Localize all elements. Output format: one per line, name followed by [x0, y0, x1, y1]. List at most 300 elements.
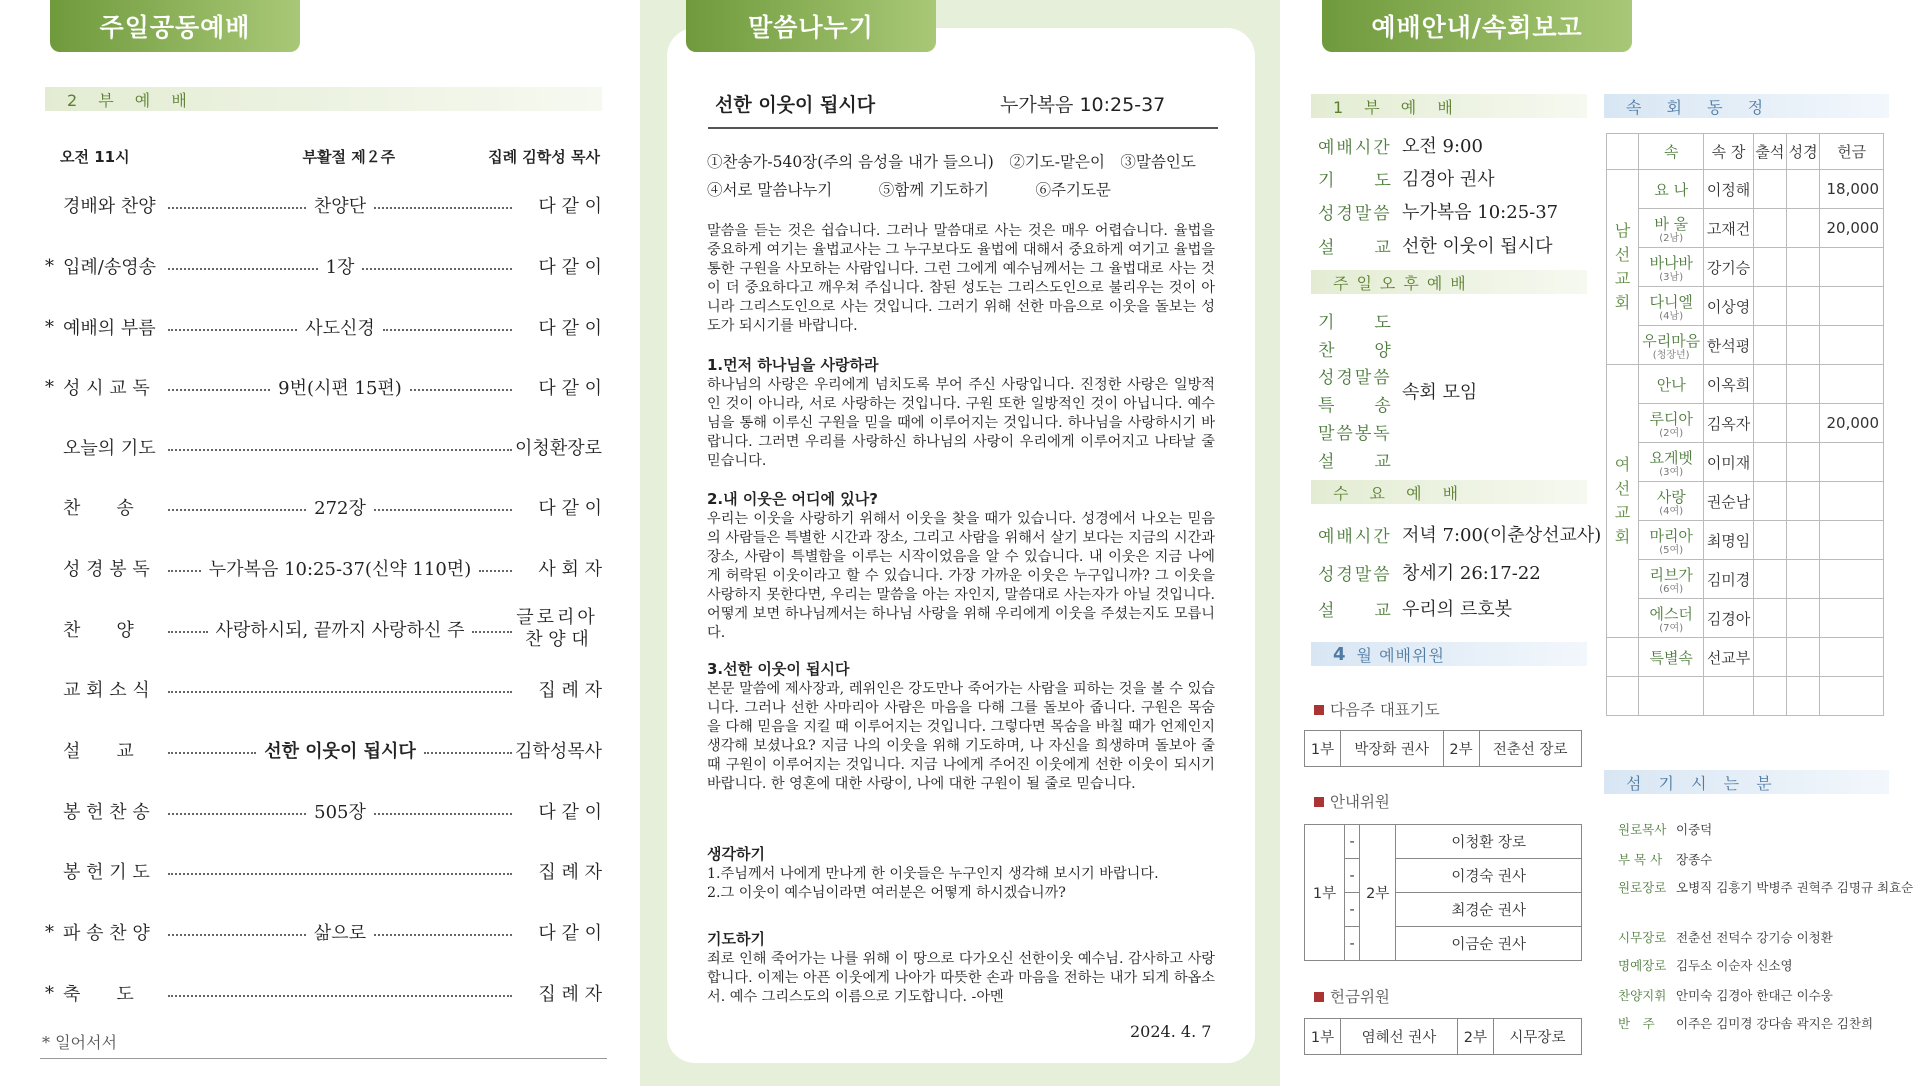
worship-item-label: 찬 송 [63, 498, 134, 519]
worship-item-performer: 다 같 이 [538, 802, 602, 823]
prayer-person-2: 전춘선 장로 [1479, 731, 1582, 767]
point-2-title: 2.내 이웃은 어디에 있나? [707, 490, 878, 508]
blank-cell [1607, 677, 1639, 716]
server-role: 시무장로 [1618, 930, 1667, 945]
empty-row [1607, 677, 1884, 716]
worship-item-detail: 1장 [325, 257, 355, 278]
prayer-part-2: 2부 [1443, 731, 1479, 767]
point-3 [707, 660, 1215, 794]
server-names: 김두소 이순자 신소영 [1676, 958, 1793, 973]
worship-item-performer: 집 례 자 [538, 984, 602, 1005]
cell-offering [1820, 326, 1884, 365]
prayer-text: 죄로 인해 죽어가는 나를 위해 이 땅으로 다가오신 선한이웃 예수님. 감사하고 사랑합니다. 이제는 아픈 이웃에게 나아가 따뜻한 손과 마음을 전하는 내가 되게 하옵소서. 예수 그리스도의 이름으로 기도합니다. -아멘 [707, 951, 1215, 1005]
cell-report-row [1607, 170, 1884, 209]
worship-item-leader-line [168, 374, 512, 400]
worship-item-label: 파 송 찬 양 [63, 923, 150, 944]
server-names: 전춘선 전덕수 강기승 이청환 [1676, 930, 1833, 945]
blank-cell [1639, 677, 1704, 716]
offering-heading: 헌금위원 [1314, 985, 1390, 1007]
worship-item-row [45, 856, 602, 886]
special-cell-row [1607, 638, 1884, 677]
special-cell-leader: 선교부 [1704, 638, 1753, 677]
cell-leader: 김미경 [1704, 560, 1753, 599]
cell-bible [1786, 287, 1819, 326]
server-names: 오병직 김흥기 박병주 권혁주 김명규 최효순 [1676, 880, 1914, 895]
cell-bible [1786, 404, 1819, 443]
cell-name-text: 바나바 [1649, 253, 1693, 272]
first-service-label: 기 도 [1318, 171, 1393, 191]
cell-name-sub: (5여) [1659, 544, 1684, 556]
worship-item-leader-line [168, 253, 512, 279]
dotted-leader [168, 691, 512, 693]
performer-line-2: 찬 양 대 [525, 629, 589, 650]
cell-leader: 이옥희 [1704, 365, 1753, 404]
wednesday-service-value: 창세기 26:17-22 [1402, 563, 1541, 584]
study-order-line-2: ④서로 말씀나누기 ⑤함께 기도하기 ⑥주기도문 [707, 181, 1111, 199]
dotted-leader [410, 389, 512, 391]
cell-name-sub: (청장년) [1652, 349, 1690, 361]
cell-name-text: 바 울 [1654, 214, 1689, 233]
cell-name-sub: (3남) [1659, 271, 1684, 283]
wednesday-service-value: 저녁 7:00(이춘상선교사) [1402, 525, 1602, 546]
cell-name-sub: (3여) [1659, 466, 1684, 478]
point-3-text: 본문 말씀에 제사장과, 레위인은 강도만나 죽어가는 사람을 피하는 것을 볼 수 있습니다. 그러나 선한 사마리아 사람은 마음을 다해 그를 돌보아 줍니다. 구원은 목숨을 다해 믿음을 지킬 때 이루어지는 것입니다. 그렇다면 목숨을 바칠 때가 언제인지 생각해 보셨나요? 지금 나의 이웃을 위해 기도하며, 나 자신을 희생하며 돌보아 줄 때 구원이 이루어지는 것입니다. 지금 나에게 주어진 이웃에게 선한 이웃이 되시기 바랍니다. 한 영혼에 대한 사랑이, 나에 대한 구원이 될 줄로 믿습니다. [707, 681, 1215, 792]
cell-name [1639, 287, 1704, 326]
worship-item-performer: 다 같 이 [538, 257, 602, 278]
dotted-leader [472, 631, 512, 633]
worship-item-leader-line [168, 919, 512, 945]
worship-item-detail: 505장 [314, 802, 366, 823]
offering-table [1304, 1018, 1582, 1055]
worship-item-label: 축 도 [63, 984, 134, 1005]
offering-person-2: 시무장로 [1493, 1019, 1581, 1055]
monthly-volunteers-label: 월 예배위원 [1356, 645, 1445, 665]
worship-item-detail: 9번(시편 15편) [278, 378, 402, 399]
cell-name-sub: (4남) [1659, 310, 1684, 322]
usher-right-1: 이청환 장로 [1396, 825, 1582, 859]
wednesday-service-label: 예배시간 [1318, 527, 1392, 547]
server-names: 이중덕 [1676, 822, 1713, 837]
blank-cell [1820, 638, 1884, 677]
cell-attendance [1753, 599, 1786, 638]
blank-cell [1753, 638, 1786, 677]
standing-marker: * [45, 316, 54, 338]
cell-bible [1786, 482, 1819, 521]
server-row [1618, 850, 1916, 870]
first-service-label: 설 교 [1318, 238, 1393, 258]
dotted-leader [168, 329, 297, 331]
sermon-intro: 말씀을 듣는 것은 쉽습니다. 그러나 말씀대로 사는 것은 매우 어렵습니다. 율법을 중요하게 여기는 율법교사는 그 누구보다도 율법에 대해서 중요하게 여기고 율법을 통한 구원을 사모하는 사람입니다. 그런 그에게 예수님께서는 그 율법대로 사는 것이 더 중요하다고 깨우쳐 주십니다. 참된 성도는 그리스도인으로 불리우는 것이 아니라 그리스도인으로 사는 것입니다. 그러기 위해 선한 마음으로 이웃을 돌보는 성도가 되시기를 바랍니다. [707, 223, 1215, 334]
cell-report-row [1607, 248, 1884, 287]
cell-bible [1786, 443, 1819, 482]
first-service-value: 오전 9:00 [1402, 136, 1483, 157]
server-role: 원로목사 [1618, 822, 1667, 837]
worship-item-row [45, 432, 602, 462]
cell-name-text: 요 나 [1654, 180, 1689, 199]
next-prayer-table [1304, 730, 1582, 767]
cell-name-text: 사랑 [1656, 487, 1686, 506]
dotted-leader [168, 268, 318, 270]
cell-attendance [1753, 443, 1786, 482]
dotted-leader [168, 207, 306, 209]
worship-item-row [45, 978, 602, 1008]
cell-attendance [1753, 209, 1786, 248]
cell-bible [1786, 365, 1819, 404]
cell-attendance [1753, 287, 1786, 326]
standing-marker: * [45, 376, 54, 398]
report-col-bible: 성경 [1786, 134, 1819, 170]
point-1-text: 하나님의 사랑은 우리에게 넘치도록 부어 주신 사랑입니다. 진정한 사랑은 일방적인 것이 아니라, 서로 사랑하는 것입니다. 구원 또한 일방적인 것이 아닙니다. 예수님을 통해 이루신 구원을 믿을 때에 이루어지는 것입니다. 하나님을 사랑하시기 바랍니다. 그러면 우리를 사랑하신 하나님의 사랑이 우리에게 이루어지고 나타날 줄 믿습니다. [707, 377, 1215, 469]
first-service-label: 성경말씀 [1318, 204, 1392, 224]
offering-part-1: 1부 [1305, 1019, 1341, 1055]
dotted-leader [168, 509, 306, 511]
dotted-leader [168, 813, 306, 815]
cell-bible [1786, 209, 1819, 248]
worship-item-performer: 다 같 이 [538, 318, 602, 339]
cell-name-text: 에스더 [1649, 604, 1693, 623]
usher-left-3: - [1345, 893, 1360, 927]
worship-item-row [45, 607, 602, 650]
offering-person-1: 염혜선 권사 [1341, 1019, 1458, 1055]
bible-study-banner: 말씀나누기 [686, 0, 936, 52]
reflection-question-1: 1.주님께서 나에게 만나게 한 이웃들은 누구인지 생각해 보시기 바랍니다. [707, 866, 1159, 882]
report-col-blank [1607, 134, 1639, 170]
study-order-line-1: ①찬송가-540장(주의 음성을 내가 들으니) ②기도-맡은이 ③말씀인도 [707, 153, 1196, 171]
blank-cell [1786, 638, 1819, 677]
worship-banner: 주일공동예배 [50, 0, 300, 52]
cell-report-row [1607, 599, 1884, 638]
worship-item-performer: 이청환장로 [515, 438, 602, 459]
worship-item-detail: 사도신경 [305, 318, 375, 339]
cell-name-text: 루디아 [1649, 409, 1693, 428]
worship-item-leader-line [168, 685, 512, 693]
wednesday-service-header: 수 요 예 배 [1311, 480, 1587, 504]
cell-bible [1786, 521, 1819, 560]
cell-attendance [1753, 560, 1786, 599]
worship-item-row [45, 553, 602, 583]
report-col-leader: 속 장 [1704, 134, 1753, 170]
worship-item-performer: 집 례 자 [538, 680, 602, 701]
worship-item-leader-line [168, 443, 512, 451]
cell-name-text: 안나 [1656, 375, 1686, 394]
dotted-leader [168, 995, 512, 997]
cell-offering [1820, 287, 1884, 326]
cell-report-row [1607, 560, 1884, 599]
blank-cell [1786, 677, 1819, 716]
dotted-leader [168, 631, 208, 633]
service-time: 오전 11시 [60, 148, 130, 166]
worship-item-leader-line [168, 616, 512, 642]
afternoon-service-label: 설 교 [1318, 452, 1393, 472]
report-col-offering: 헌금 [1820, 134, 1884, 170]
ushers-table [1304, 824, 1582, 961]
cell-bible [1786, 560, 1819, 599]
server-role: 찬양지휘 [1618, 988, 1667, 1003]
wednesday-service-label: 설 교 [1318, 601, 1393, 621]
cell-name [1639, 599, 1704, 638]
server-row [1618, 1014, 1916, 1034]
standing-footnote: * 일어서서 [42, 1033, 117, 1052]
worship-item-performer: 다 같 이 [538, 378, 602, 399]
cell-leader: 한석평 [1704, 326, 1753, 365]
womens-mission-label: 여 선 교 회 [1607, 365, 1639, 638]
cell-attendance [1753, 404, 1786, 443]
dotted-leader [374, 509, 512, 511]
worship-item-performer: 다 같 이 [538, 196, 602, 217]
cell-bible [1786, 170, 1819, 209]
worship-item-row [45, 251, 602, 281]
worship-item-label: 교 회 소 식 [63, 680, 150, 701]
blank-cell [1753, 677, 1786, 716]
server-row [1618, 928, 1916, 948]
dotted-leader [424, 752, 512, 754]
worship-item-detail: 사랑하시되, 끝까지 사랑하신 주 [215, 620, 465, 641]
cell-leader: 김옥자 [1704, 404, 1753, 443]
cell-name [1639, 521, 1704, 560]
worship-item-label: 경배와 찬양 [63, 196, 156, 217]
worship-item-label: 예배의 부름 [63, 318, 156, 339]
cell-report-row [1607, 326, 1884, 365]
cell-name [1639, 365, 1704, 404]
cell-offering [1820, 443, 1884, 482]
afternoon-service-header: 주일오후예배 [1311, 270, 1587, 294]
worship-item-leader-line [168, 989, 512, 997]
worship-item-leader-line [168, 494, 512, 520]
cell-report-row [1607, 482, 1884, 521]
sermon-scripture: 누가복음 10:25-37 [1000, 94, 1166, 116]
dotted-leader [479, 570, 512, 572]
worship-item-detail: 찬양단 [313, 196, 367, 217]
cell-report-row [1607, 443, 1884, 482]
afternoon-service-label: 말씀봉독 [1318, 424, 1392, 444]
point-3-title: 3.선한 이웃이 됩시다 [707, 660, 850, 678]
cell-report-row [1607, 521, 1884, 560]
worship-item-leader-line [168, 737, 512, 763]
ushers-part-1: 1부 [1305, 825, 1345, 961]
cell-leader: 이상영 [1704, 287, 1753, 326]
cell-offering [1820, 248, 1884, 287]
worship-item-label: 성 시 교 독 [63, 378, 150, 399]
cell-attendance [1753, 482, 1786, 521]
cell-name-text: 마리아 [1649, 526, 1693, 545]
worship-item-leader-line [168, 314, 512, 340]
cell-name [1639, 404, 1704, 443]
service-info-line [60, 146, 600, 167]
service-occasion: 부활절 제２주 [302, 148, 396, 166]
prayer-section [707, 930, 1215, 1007]
blank-cell [1607, 638, 1639, 677]
cell-attendance [1753, 170, 1786, 209]
afternoon-service-value: 속회 모임 [1402, 382, 1478, 403]
cell-bible [1786, 326, 1819, 365]
report-col-cell: 속 [1639, 134, 1704, 170]
cell-name-text: 요게벳 [1649, 448, 1693, 467]
performer-line-1: 글로리아 [516, 607, 598, 628]
cell-name-sub: (4여) [1659, 505, 1684, 517]
cell-name [1639, 560, 1704, 599]
server-role: 명예장로 [1618, 958, 1667, 973]
worship-item-performer: 집 례 자 [538, 862, 602, 883]
service-presider: 집례 김학성 목사 [488, 148, 600, 166]
point-1 [707, 356, 1215, 471]
dotted-leader [168, 389, 270, 391]
first-service-value: 선한 이웃이 됩시다 [1402, 236, 1553, 257]
dotted-leader [168, 934, 306, 936]
worship-item-row [45, 492, 602, 522]
worship-item-performer: 사 회 자 [538, 559, 602, 580]
cell-offering: 20,000 [1820, 209, 1884, 248]
dotted-leader [168, 449, 512, 451]
cell-report-header: 속 회 동 정 [1604, 94, 1889, 118]
cell-leader: 강기승 [1704, 248, 1753, 287]
cell-leader: 김경아 [1704, 599, 1753, 638]
dotted-leader [168, 752, 256, 754]
cell-offering: 20,000 [1820, 404, 1884, 443]
worship-item-row [45, 917, 602, 947]
cell-name-sub: (7여) [1659, 622, 1684, 634]
first-service-value: 김경아 권사 [1402, 169, 1495, 190]
footer-divider [40, 1058, 607, 1059]
worship-item-detail: 삶으로 [313, 923, 367, 944]
title-divider [708, 127, 1218, 129]
cell-name-sub: (2남) [1659, 232, 1684, 244]
worship-item-performer [512, 607, 602, 651]
server-names: 안미숙 김경아 한대근 이수웅 [1676, 988, 1833, 1003]
worship-item-leader-line [168, 192, 512, 218]
dotted-leader [168, 873, 512, 875]
second-service-header: 2 부 예 배 [45, 87, 602, 111]
cell-leader: 이정해 [1704, 170, 1753, 209]
dotted-leader [383, 329, 512, 331]
afternoon-service-label: 찬 양 [1318, 341, 1393, 361]
cell-offering [1820, 521, 1884, 560]
worship-item-label: 오늘의 기도 [63, 438, 156, 459]
cell-attendance [1753, 248, 1786, 287]
server-names: 이주은 김미경 강다솜 곽지은 김찬희 [1676, 1016, 1874, 1031]
cell-offering [1820, 599, 1884, 638]
worship-item-detail: 선한 이웃이 됩시다 [264, 741, 416, 762]
special-cell-name: 특별속 [1639, 638, 1704, 677]
servers-header: 섬 기 시 는 분 [1604, 770, 1889, 794]
first-service-value: 누가복음 10:25-37 [1402, 202, 1559, 223]
wednesday-service-value: 우리의 르호봇 [1402, 599, 1513, 620]
cell-offering: 18,000 [1820, 170, 1884, 209]
dotted-leader [374, 813, 512, 815]
cell-report-row [1607, 365, 1884, 404]
worship-item-row [45, 735, 602, 765]
server-row [1618, 820, 1916, 840]
server-row [1618, 878, 1916, 898]
reflection-title: 생각하기 [707, 845, 765, 863]
dotted-leader [374, 934, 512, 936]
afternoon-service-label: 특 송 [1318, 396, 1393, 416]
worship-item-row [45, 796, 602, 826]
monthly-volunteers-month: 4 [1333, 643, 1347, 665]
usher-right-4: 이금순 권사 [1396, 927, 1582, 961]
cell-report-row [1607, 209, 1884, 248]
blank-cell [1820, 677, 1884, 716]
worship-item-row [45, 674, 602, 704]
wednesday-service-label: 성경말씀 [1318, 565, 1392, 585]
cell-name [1639, 248, 1704, 287]
prayer-title: 기도하기 [707, 930, 765, 948]
usher-left-2: - [1345, 859, 1360, 893]
reflection-section [707, 845, 1215, 903]
next-prayer-heading: 다음주 대표기도 [1314, 698, 1440, 720]
first-service-header: 1 부 예 배 [1311, 94, 1587, 118]
worship-item-label: 봉 헌 기 도 [63, 862, 150, 883]
cell-report-row [1607, 404, 1884, 443]
worship-item-leader-line [168, 555, 512, 581]
worship-item-label: 봉 헌 찬 송 [63, 802, 150, 823]
standing-marker: * [45, 255, 54, 277]
worship-item-detail: 272장 [314, 498, 366, 519]
server-role: 반 주 [1618, 1016, 1655, 1031]
bulletin-date: 2024. 4. 7 [1130, 1022, 1212, 1041]
reflection-question-2: 2.그 이웃이 예수님이라면 여러분은 어떻게 하시겠습니까? [707, 885, 1066, 901]
point-1-title: 1.먼저 하나님을 사랑하라 [707, 356, 879, 374]
ushers-part-2: 2부 [1360, 825, 1396, 961]
cell-report-row [1607, 287, 1884, 326]
cell-bible [1786, 248, 1819, 287]
worship-item-performer: 다 같 이 [538, 923, 602, 944]
standing-marker: * [45, 982, 54, 1004]
offering-part-2: 2부 [1457, 1019, 1493, 1055]
cell-name-sub: (2여) [1659, 427, 1684, 439]
cell-name [1639, 170, 1704, 209]
blank-cell [1704, 677, 1753, 716]
cell-attendance [1753, 326, 1786, 365]
worship-item-row [45, 312, 602, 342]
afternoon-service-label: 기 도 [1318, 313, 1393, 333]
afternoon-service-label: 성경말씀 [1318, 368, 1392, 388]
mens-mission-label: 남 선 교 회 [1607, 170, 1639, 365]
worship-item-row [45, 190, 602, 220]
point-2 [707, 490, 1215, 643]
server-row [1618, 986, 1916, 1006]
ushers-heading: 안내위원 [1314, 790, 1390, 812]
cell-name-text: 우리마음 [1642, 331, 1701, 350]
cell-leader: 고재건 [1704, 209, 1753, 248]
usher-left-4: - [1345, 927, 1360, 961]
cell-name-sub: (6여) [1659, 583, 1684, 595]
cell-offering [1820, 560, 1884, 599]
worship-item-label: 설 교 [63, 741, 134, 762]
worship-item-performer: 다 같 이 [538, 498, 602, 519]
cell-attendance [1753, 521, 1786, 560]
dotted-leader [374, 207, 512, 209]
prayer-part-1: 1부 [1305, 731, 1341, 767]
dotted-leader [362, 268, 512, 270]
prayer-person-1: 박장화 권사 [1341, 731, 1444, 767]
usher-left-1: - [1345, 825, 1360, 859]
point-2-text: 우리는 이웃을 사랑하기 위해서 이웃을 찾을 때가 있습니다. 성경에서 나오는 믿음의 사람들은 특별한 시간과 장소, 그리고 사람을 위해서 살기 보다는 지금의 시간과 장소, 사람이 특별함을 이루는 시작이었음을 알 수 있습니다. 내 이웃은 지금 나에게 허락된 이웃이라고 할 수 있습니다. 가장 가까운 이웃은 누구입니까? 그 이웃을 사랑하지 못한다면, 우리는 말씀을 아는 자인지, 말씀대로 사는자가 아닐 것입니다. 어떻게 보면 하나님께서는 하나님 사랑을 위해 우리에게 이웃을 주셨는지도 모릅니다. [707, 511, 1215, 641]
dotted-leader [168, 570, 201, 572]
worship-item-leader-line [168, 798, 512, 824]
report-header-row [1607, 134, 1884, 170]
server-names: 장종수 [1676, 852, 1713, 867]
worship-item-leader-line [168, 867, 512, 875]
cell-name [1639, 326, 1704, 365]
cell-attendance [1753, 365, 1786, 404]
cell-report-table [1606, 133, 1884, 716]
sermon-title: 선한 이웃이 됩시다 [715, 94, 876, 116]
usher-right-3: 최경순 권사 [1396, 893, 1582, 927]
cell-offering [1820, 482, 1884, 521]
worship-item-label: 찬 양 [63, 620, 134, 641]
standing-marker: * [45, 921, 54, 943]
first-service-label: 예배시간 [1318, 138, 1392, 158]
